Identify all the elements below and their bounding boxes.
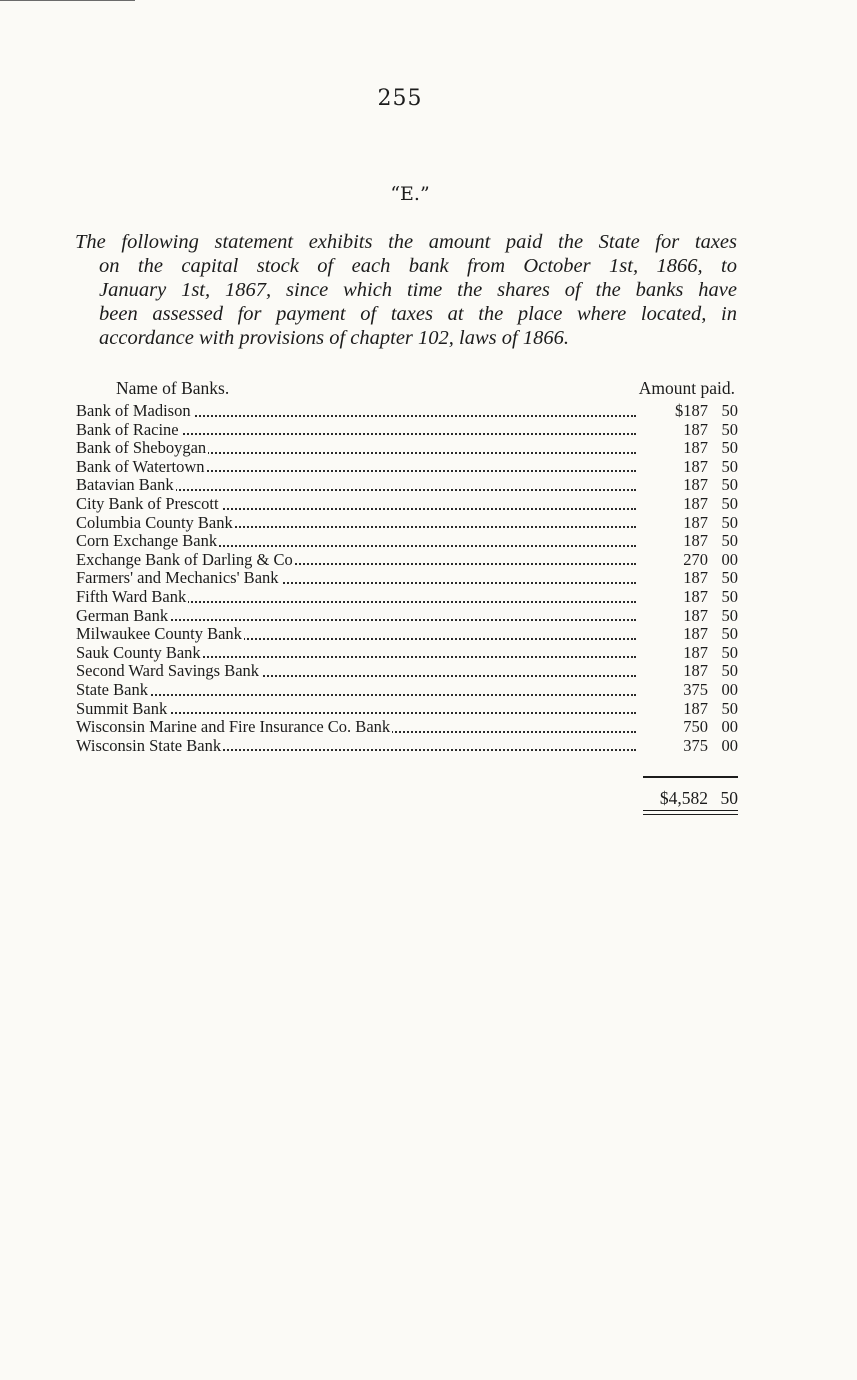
intro-line: January 1st, 1867, since which time the shares of the banks have	[99, 279, 737, 301]
intro-line: accordance with provisions of chapter 102, laws of 1866.	[99, 327, 569, 349]
section-heading: “E.”	[390, 183, 430, 205]
amount-cents: 00	[721, 549, 738, 569]
intro-line: The following statement exhibits the amount paid the State for taxes	[75, 231, 737, 253]
bank-name-cell	[76, 625, 636, 644]
amount-dollars: $187	[675, 401, 708, 420]
bank-name-cell	[76, 439, 636, 458]
amount-dollars: 375	[683, 735, 708, 755]
table-row	[76, 421, 738, 440]
bank-name: Wisconsin Marine and Fire Insurance Co. Bank	[76, 718, 391, 737]
bank-table	[76, 402, 738, 755]
amount-dollars: 187	[683, 642, 708, 662]
bank-name-cell	[76, 718, 636, 737]
bank-name-cell	[76, 421, 636, 440]
bank-name: Bank of Sheboygan	[76, 439, 207, 458]
table-row	[76, 551, 738, 570]
table-row	[76, 569, 738, 588]
bank-name: Milwaukee County Bank	[76, 625, 242, 644]
bank-name: Corn Exchange Bank	[76, 532, 218, 551]
table-row	[76, 458, 738, 477]
bank-name-cell	[76, 402, 636, 421]
bank-name: City Bank of Prescott	[76, 494, 219, 513]
top-edge-rule	[0, 0, 135, 1]
amount-dollars: 187	[683, 475, 708, 495]
bank-name-cell	[76, 607, 636, 626]
bank-name: Bank of Racine	[76, 420, 179, 439]
page-number: 255	[377, 86, 423, 111]
bank-name-cell	[76, 458, 636, 477]
amount-dollars: 187	[683, 456, 708, 476]
amount-cents: 50	[721, 586, 738, 606]
bank-name: Bank of Madison	[76, 402, 191, 420]
amount-cents: 50	[721, 698, 738, 718]
intro-paragraph	[75, 230, 737, 350]
total-rule-top	[643, 776, 738, 778]
amount-cents: 50	[721, 419, 738, 439]
bank-name: Bank of Watertown	[76, 457, 205, 476]
bank-name: Columbia County Bank	[76, 513, 233, 532]
table-row	[76, 662, 738, 681]
amount-cents: 00	[721, 717, 738, 737]
amount-cents: 50	[721, 642, 738, 662]
intro-line: been assessed for payment of taxes at the place where located, in	[99, 303, 737, 325]
table-row	[76, 532, 738, 551]
total-amount	[600, 788, 738, 809]
bank-name-cell	[76, 700, 636, 719]
amount-dollars: 187	[683, 419, 708, 439]
bank-name-cell	[76, 588, 636, 607]
bank-name: German Bank	[76, 606, 169, 625]
amount-cents: 50	[721, 438, 738, 458]
table-row	[76, 625, 738, 644]
bank-name: Batavian Bank	[76, 476, 174, 495]
column-header-amount: Amount paid.	[638, 378, 735, 398]
amount-dollars: 187	[683, 568, 708, 588]
table-row	[76, 588, 738, 607]
amount-dollars: 187	[683, 493, 708, 513]
table-row	[76, 514, 738, 533]
amount-dollars: 375	[683, 679, 708, 699]
amount-cents: 50	[721, 531, 738, 551]
table-row	[76, 607, 738, 626]
bank-name: Summit Bank	[76, 699, 168, 718]
table-row	[76, 700, 738, 719]
table-row	[76, 495, 738, 514]
amount-dollars: 187	[683, 531, 708, 551]
amount-cents: 50	[721, 512, 738, 532]
column-header-bank-name: Name of Banks.	[116, 378, 230, 398]
table-row	[76, 718, 738, 737]
amount-dollars: 187	[683, 698, 708, 718]
intro-line: on the capital stock of each bank from October 1st, 1866, to	[99, 255, 737, 277]
amount-dollars: 187	[683, 624, 708, 644]
dot-leader	[76, 694, 636, 696]
table-row	[76, 644, 738, 663]
bank-name-cell	[76, 644, 636, 663]
bank-name-cell	[76, 514, 636, 533]
amount-dollars: 750	[683, 717, 708, 737]
bank-name-cell	[76, 662, 636, 681]
amount-cents: 50	[721, 401, 738, 420]
amount-cents: 50	[721, 475, 738, 495]
bank-name: Exchange Bank of Darling & Co	[76, 550, 293, 569]
bank-name-cell	[76, 737, 636, 756]
bank-name: Farmers' and Mechanics' Bank	[76, 569, 279, 588]
amount-dollars: 187	[683, 438, 708, 458]
amount-dollars: 187	[683, 605, 708, 625]
amount-cents: 50	[721, 493, 738, 513]
amount-cents: 00	[721, 679, 738, 699]
total-rule-double	[643, 810, 738, 815]
bank-name: Fifth Ward Bank	[76, 587, 187, 606]
amount-dollars: 187	[683, 586, 708, 606]
bank-name: Sauk County Bank	[76, 643, 201, 662]
amount-cents: 50	[721, 624, 738, 644]
amount-dollars: 270	[683, 549, 708, 569]
table-row	[76, 737, 738, 756]
bank-name-cell	[76, 681, 636, 700]
bank-name: Wisconsin State Bank	[76, 736, 222, 755]
amount-cents: 00	[721, 735, 738, 755]
amount-cents: 50	[721, 605, 738, 625]
bank-name-cell	[76, 476, 636, 495]
amount-dollars: 187	[683, 661, 708, 681]
amount-dollars: 187	[683, 512, 708, 532]
amount-cents: 50	[721, 568, 738, 588]
amount-cents: 50	[721, 661, 738, 681]
table-row	[76, 439, 738, 458]
total-dollars: $4,582	[659, 788, 708, 808]
table-row	[76, 402, 738, 421]
bank-name-cell	[76, 532, 636, 551]
amount-cents: 50	[721, 456, 738, 476]
bank-name-cell	[76, 569, 636, 588]
table-row	[76, 476, 738, 495]
table-row	[76, 681, 738, 700]
bank-name-cell	[76, 495, 636, 514]
bank-name: State Bank	[76, 680, 148, 699]
bank-name: Second Ward Savings Bank	[76, 662, 260, 681]
total-cents: 50	[720, 788, 738, 808]
bank-name-cell	[76, 551, 636, 570]
